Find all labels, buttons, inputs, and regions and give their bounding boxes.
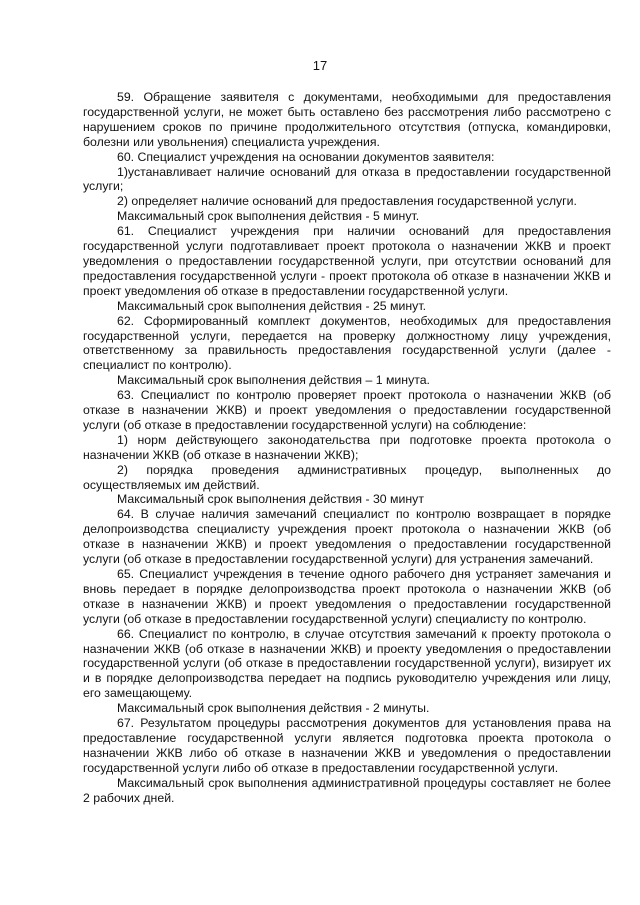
max-duration-25-min: Максимальный срок выполнения действия - 25 минут.: [117, 298, 427, 313]
paragraph-60-item-1: 1)устанавливает наличие оснований для отказа в предоставлении государственной услуги;: [83, 164, 611, 194]
max-duration-30-min: Максимальный срок выполнения действия - 30 минут: [117, 492, 424, 507]
max-duration-1-min: Максимальный срок выполнения действия – 1 минута.: [117, 373, 430, 388]
paragraph-63: 63. Специалист по контролю проверяет проект протокола о назначении ЖКВ (об отказе в назначении ЖКВ) и проект уведомления о предоставлении государственной услуги (об отказе в предоставлении государственной услуги) на соблюдение:: [83, 388, 611, 432]
paragraph-60-item-2: 2) определяет наличие оснований для предоставления государственной услуги.: [117, 194, 577, 209]
paragraph-59: 59. Обращение заявителя с документами, необходимыми для предоставления государственной услуги, не может быть оставлено без рассмотрения либо рассмотрено с нарушением сроков по причине продолжительного отсутствия (отпуска, командировки, болезни или увольнения) специалиста учреждения.: [83, 90, 611, 149]
max-duration-procedure: Максимальный срок выполнения административной процедуры составляет не более 2 рабочих дней.: [83, 775, 611, 805]
max-duration-5-min: Максимальный срок выполнения действия - 5 минут.: [117, 209, 420, 224]
paragraph-63-item-1: 1) норм действующего законодательства при подготовке проекта протокола о назначении ЖКВ (об отказе в назначении ЖКВ);: [83, 432, 611, 462]
paragraph-67: 67. Результатом процедуры рассмотрения документов для установления права на предоставление государственной услуги является подготовка проекта протокола о назначении ЖКВ либо об отказе в назначении ЖКВ и уведомления о предоставлении государственной услуги либо об отказе в предоставлении государственной услуги.: [83, 716, 611, 775]
page-number: 17: [312, 58, 328, 73]
paragraph-64: 64. В случае наличия замечаний специалист по контролю возвращает в порядке делопроизводства специалисту учреждения проект протокола о назначении ЖКВ (об отказе в назначении ЖКВ) и проект уведомления о предоставлении государственной услуги (об отказе в предоставлении государственной услуги) для устранения замечаний.: [83, 507, 611, 567]
document-body: [83, 90, 611, 806]
max-duration-2-min: Максимальный срок выполнения действия - 2 минуты.: [117, 701, 430, 716]
paragraph-62: 62. Сформированный комплект документов, необходимых для предоставления государственной услуги, передается на проверку должностному лицу учреждения, ответственному за правильность предоставления государственной услуги (далее - специалист по контролю).: [83, 313, 611, 373]
paragraph-60: 60. Специалист учреждения на основании документов заявителя:: [117, 149, 495, 164]
paragraph-65: 65. Специалист учреждения в течение одного рабочего дня устраняет замечания и вновь передает в порядке делопроизводства проект протокола о назначении ЖКВ (об отказе в назначении ЖКВ) и проект уведомления о предоставлении государственной услуги (об отказе в предоставлении государственной услуги) специалисту по контролю.: [83, 567, 611, 626]
paragraph-66: 66. Специалист по контролю, в случае отсутствия замечаний к проекту протокола о назначении ЖКВ (об отказе в назначении ЖКВ) и проекту уведомления о предоставлении государственной услуги (об отказе в предоставлении государственной услуги), визирует их и в порядке делопроизводства передает на подпись руководителю учреждения или лицу, его замещающему.: [83, 626, 611, 701]
paragraph-63-item-2: 2) порядка проведения административных процедур, выполненных до осуществляемых им действий.: [83, 462, 611, 492]
paragraph-61: 61. Специалист учреждения при наличии оснований для предоставления государственной услуги подготавливает проект протокола о назначении ЖКВ и проект уведомления о предоставлении государственной услуги, при отсутствии оснований для предоставления государственной услуги - проект протокола об отказе в назначении ЖКВ и проект уведомления об отказе в предоставлении государственной услуги.: [83, 224, 611, 298]
